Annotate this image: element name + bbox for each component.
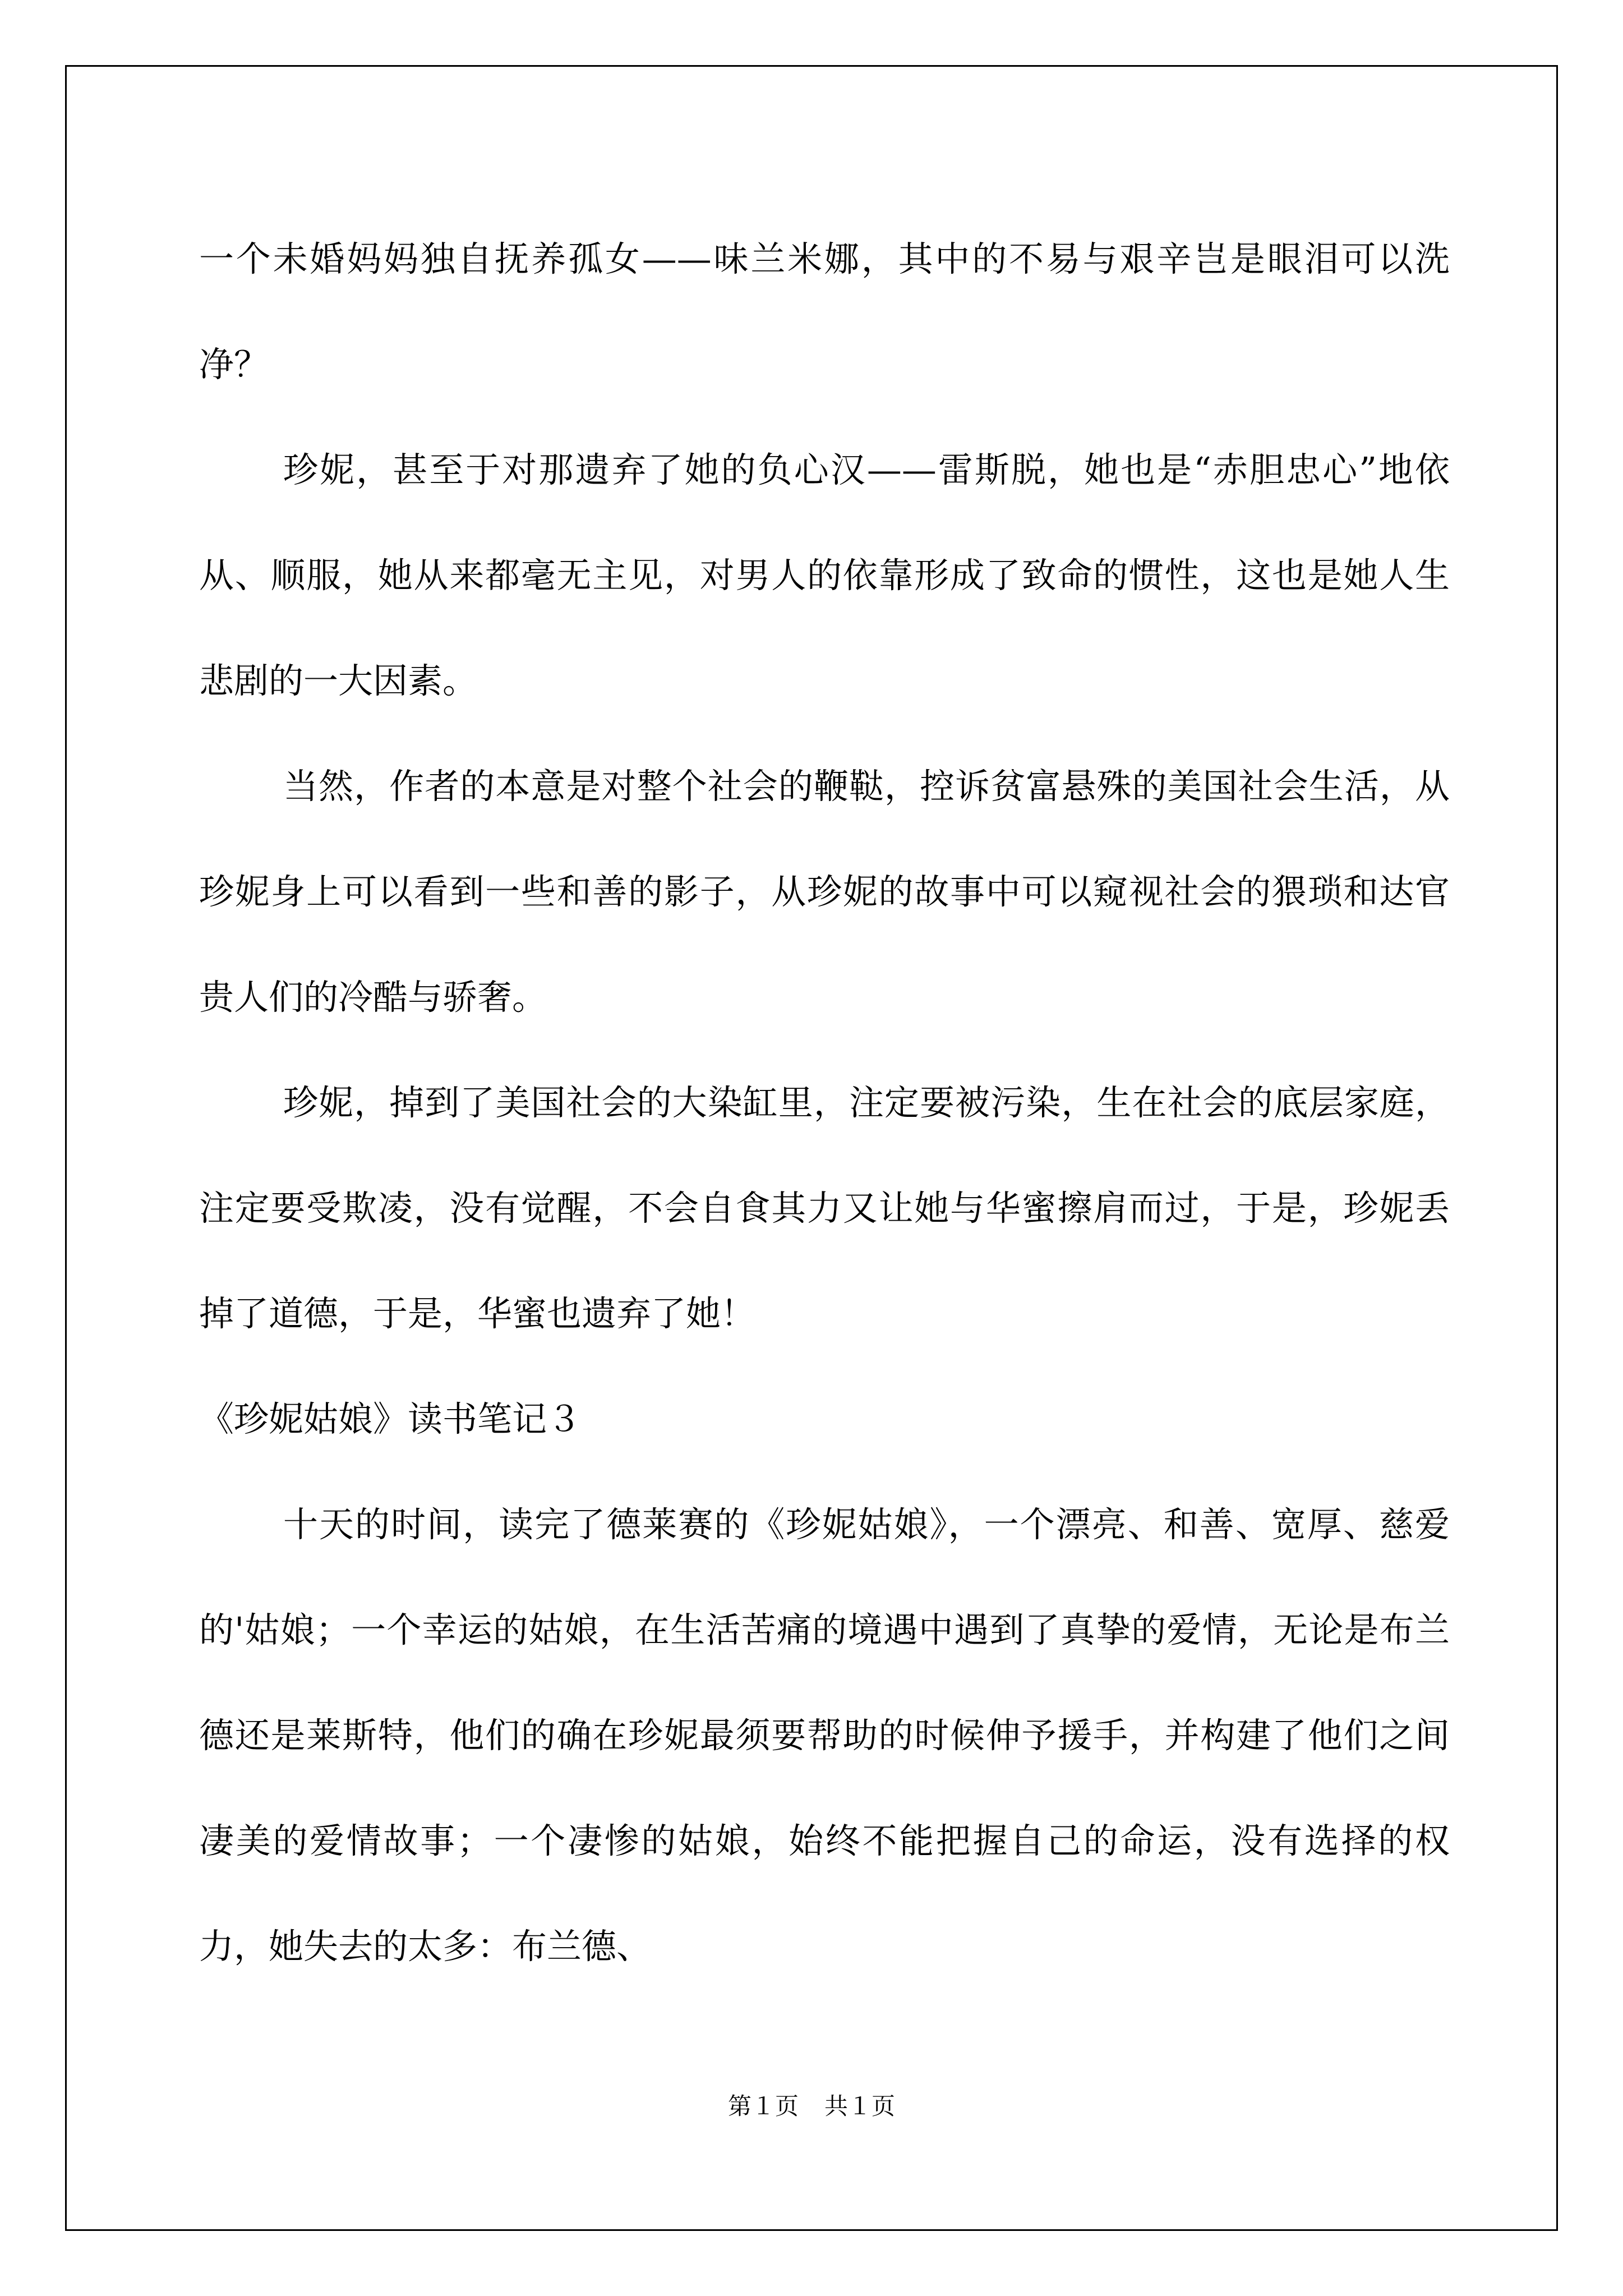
paragraph-1: 一个未婚妈妈独自抚养孤女——味兰米娜，其中的不易与艰辛岂是眼泪可以洗净？ (199, 238, 1450, 385)
document-body (199, 206, 1450, 1999)
page-total: 共１页 (824, 2092, 896, 2120)
paragraph-4: 珍妮，掉到了美国社会的大染缸里，注定要被污染，生在社会的底层家庭，注定要受欺凌，没有觉醒，不会自食其力又让她与华蜜擦肩而过，于是，珍妮丢掉了道德，于是，华蜜也遗弃了她！ (199, 1082, 1450, 1334)
page-number: 第１页 (727, 2092, 799, 2120)
section-heading: 《珍妮姑娘》读书笔记３ (199, 1398, 582, 1439)
section-paragraph: 十天的时间，读完了德莱赛的《珍妮姑娘》，一个漂亮、和善、宽厚、慈爱的'姑娘；一个幸运的姑娘，在生活苦痛的境遇中遇到了真挚的爱情，无论是布兰德还是莱斯特，他们的确在珍妮最须要帮助的时候伸予援手，并构建了他们之间凄美的爱情故事；一个凄惨的姑娘，始终不能把握自己的命运，没有选择的权力，她失去的太多：布兰德、 (199, 1504, 1450, 1967)
paragraph-3: 当然，作者的本意是对整个社会的鞭鞑，控诉贫富悬殊的美国社会生活，从珍妮身上可以看到一些和善的影子，从珍妮的故事中可以窥视社会的猥琐和达官贵人们的冷酷与骄奢。 (199, 766, 1450, 1018)
paragraph-2: 珍妮，甚至于对那遗弃了她的负心汉——雷斯脱，她也是“赤胆忠心”地依从、顺服，她从来都毫无主见，对男人的依靠形成了致命的惯性，这也是她人生悲剧的一大因素。 (199, 449, 1450, 701)
page-footer (0, 2090, 1623, 2123)
